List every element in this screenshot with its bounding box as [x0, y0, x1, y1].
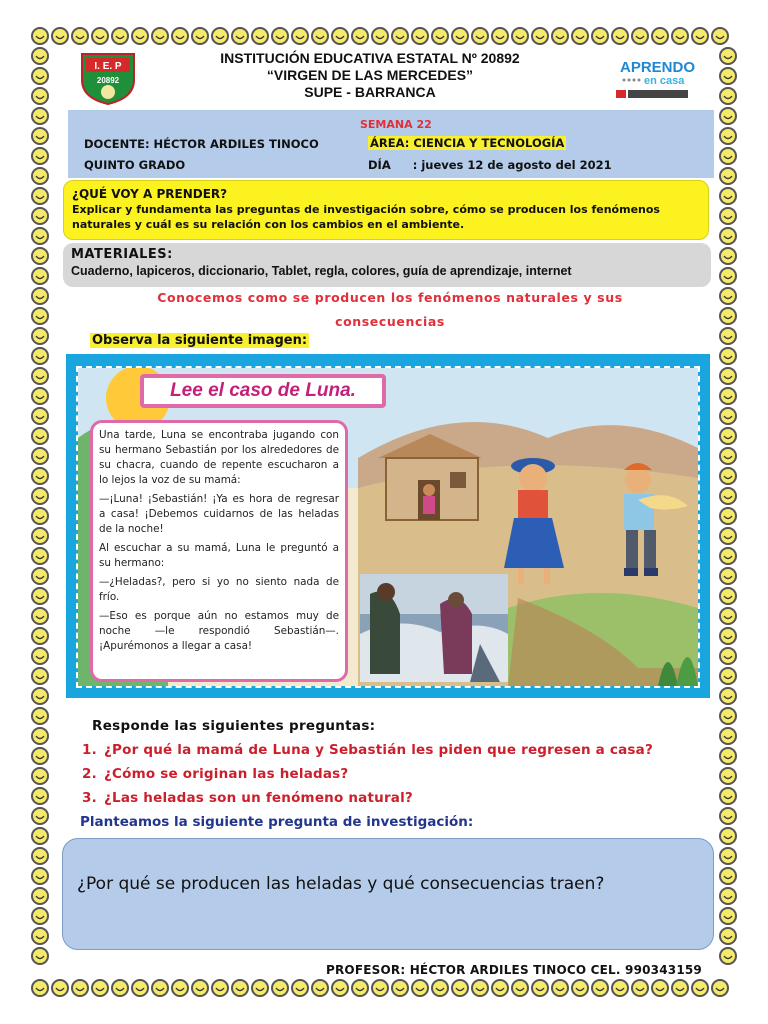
border-smiley-icon	[720, 868, 736, 884]
dia-label	[368, 158, 612, 172]
border-smiley-icon	[572, 980, 588, 996]
materials-text: Cuaderno, lapiceros, diccionario, Tablet, regla, colores, guía de aprendizaje, internet	[71, 264, 572, 278]
border-smiley-icon	[32, 768, 48, 784]
border-smiley-icon	[32, 348, 48, 364]
border-smiley-icon	[720, 108, 736, 124]
border-smiley-icon	[720, 408, 736, 424]
border-smiley-icon	[32, 868, 48, 884]
border-smiley-icon	[232, 980, 248, 996]
border-smiley-icon	[32, 288, 48, 304]
border-smiley-icon	[312, 980, 328, 996]
border-smiley-icon	[32, 128, 48, 144]
border-smiley-icon	[612, 980, 628, 996]
border-smiley-icon	[32, 928, 48, 944]
border-smiley-icon	[32, 828, 48, 844]
border-smiley-icon	[32, 48, 48, 64]
border-smiley-icon	[720, 908, 736, 924]
border-smiley-icon	[32, 980, 48, 996]
learning-goal-box	[63, 180, 709, 240]
border-smiley-icon	[720, 588, 736, 604]
question-item	[82, 738, 653, 762]
border-smiley-icon	[720, 468, 736, 484]
school-logo	[78, 50, 138, 106]
border-smiley-icon	[32, 708, 48, 724]
border-smiley-icon	[592, 980, 608, 996]
border-smiley-icon	[720, 228, 736, 244]
observe-instruction: Observa la siguiente imagen:	[92, 333, 308, 348]
border-smiley-icon	[392, 28, 408, 44]
border-smiley-icon	[292, 980, 308, 996]
border-smiley-icon	[252, 980, 268, 996]
border-smiley-icon	[272, 28, 288, 44]
institution-name: INSTITUCIÓN EDUCATIVA ESTATAL Nº 20892	[220, 50, 520, 66]
border-smiley-icon	[292, 28, 308, 44]
border-smiley-icon	[172, 28, 188, 44]
border-smiley-icon	[672, 28, 688, 44]
border-smiley-icon	[212, 28, 228, 44]
border-smiley-icon	[152, 28, 168, 44]
border-smiley-icon	[720, 828, 736, 844]
school-name: “VIRGEN DE LAS MERCEDES”	[266, 67, 474, 83]
section-subtitle: Conocemos como se producen los fenómenos naturales y sus consecuencias	[157, 290, 623, 329]
border-smiley-icon	[32, 108, 48, 124]
story-title: Lee el caso de Luna.	[140, 374, 386, 408]
border-smiley-icon	[32, 68, 48, 84]
dia-value: : jueves 12 de agosto del 2021	[412, 158, 612, 172]
border-smiley-icon	[272, 980, 288, 996]
question-text: ¿Por qué la mamá de Luna y Sebastián les piden que regresen a casa?	[104, 742, 653, 758]
border-smiley-icon	[720, 548, 736, 564]
border-smiley-icon	[32, 28, 48, 44]
border-smiley-icon	[692, 980, 708, 996]
materials-box	[63, 243, 711, 287]
border-smiley-icon	[432, 980, 448, 996]
border-smiley-icon	[720, 308, 736, 324]
logo-right-bottom: en casa	[644, 75, 685, 87]
border-smiley-icon	[32, 948, 48, 964]
border-smiley-icon	[720, 328, 736, 344]
border-smiley-icon	[720, 568, 736, 584]
logo-right-top: APRENDO	[620, 59, 696, 76]
border-smiley-icon	[232, 28, 248, 44]
border-smiley-icon	[252, 28, 268, 44]
border-smiley-icon	[412, 980, 428, 996]
border-smiley-icon	[32, 88, 48, 104]
border-smiley-icon	[720, 688, 736, 704]
border-smiley-icon	[132, 28, 148, 44]
story-illustration	[66, 354, 710, 698]
border-smiley-icon	[32, 168, 48, 184]
border-smiley-icon	[652, 28, 668, 44]
border-smiley-icon	[720, 48, 736, 64]
grado-label: QUINTO GRADO	[84, 158, 186, 172]
border-smiley-icon	[472, 28, 488, 44]
border-smiley-icon	[352, 980, 368, 996]
border-smiley-icon	[720, 448, 736, 464]
border-smiley-icon	[492, 28, 508, 44]
border-smiley-icon	[720, 608, 736, 624]
border-smiley-icon	[52, 980, 68, 996]
border-smiley-icon	[720, 168, 736, 184]
border-smiley-icon	[32, 188, 48, 204]
border-smiley-icon	[720, 528, 736, 544]
border-smiley-icon	[172, 980, 188, 996]
border-smiley-icon	[720, 488, 736, 504]
border-smiley-icon	[32, 448, 48, 464]
border-smiley-icon	[32, 488, 48, 504]
story-paragraph: Una tarde, Luna se encontraba jugando con su hermano Sebastián por los alrededores de su chacra, cuando de repente escucharon a lo lejos la voz de su mamá:	[99, 429, 339, 486]
border-smiley-icon	[472, 980, 488, 996]
border-smiley-icon	[720, 208, 736, 224]
border-smiley-icon	[192, 28, 208, 44]
border-smiley-icon	[332, 28, 348, 44]
aprendo-en-casa-logo	[594, 50, 710, 104]
border-smiley-icon	[720, 428, 736, 444]
border-smiley-icon	[432, 28, 448, 44]
border-smiley-icon	[632, 980, 648, 996]
border-smiley-icon	[612, 28, 628, 44]
border-smiley-icon	[52, 28, 68, 44]
border-smiley-icon	[592, 28, 608, 44]
border-smiley-icon	[32, 628, 48, 644]
border-smiley-icon	[692, 28, 708, 44]
dia-key: DÍA	[368, 158, 391, 172]
story-paragraph: —¿Heladas?, pero si yo no siento nada de frío.	[99, 576, 339, 603]
border-smiley-icon	[720, 808, 736, 824]
border-smiley-icon	[32, 748, 48, 764]
border-smiley-icon	[552, 28, 568, 44]
border-smiley-icon	[532, 980, 548, 996]
border-smiley-icon	[720, 888, 736, 904]
story-paragraph: —¡Luna! ¡Sebastián! ¡Ya es hora de regresar a casa! ¡Debemos cuidarnos de las heladas de la noche!	[99, 493, 339, 535]
border-smiley-icon	[372, 28, 388, 44]
border-smiley-icon	[720, 728, 736, 744]
frost-photo	[360, 574, 508, 682]
border-smiley-icon	[452, 28, 468, 44]
border-smiley-icon	[72, 28, 88, 44]
border-smiley-icon	[32, 148, 48, 164]
border-smiley-icon	[32, 268, 48, 284]
border-smiley-icon	[32, 508, 48, 524]
border-smiley-icon	[32, 848, 48, 864]
border-smiley-icon	[32, 388, 48, 404]
border-smiley-icon	[720, 948, 736, 964]
docente-label: DOCENTE: HÉCTOR ARDILES TINOCO	[84, 137, 319, 151]
border-smiley-icon	[32, 548, 48, 564]
border-smiley-icon	[312, 28, 328, 44]
learning-goal-text: Explicar y fundamenta las preguntas de investigación sobre, cómo se producen los fenómenos naturales y cuál es su relación con los cambios en el ambiente.	[72, 203, 660, 231]
border-smiley-icon	[92, 28, 108, 44]
border-smiley-icon	[492, 980, 508, 996]
border-smiley-icon	[112, 980, 128, 996]
border-smiley-icon	[72, 980, 88, 996]
story-paragraph: —Eso es porque aún no estamos muy de noche —le respondió Sebastián—. ¡Apurémonos a llegar a casa!	[99, 610, 339, 652]
border-smiley-icon	[720, 768, 736, 784]
border-smiley-icon	[720, 188, 736, 204]
border-smiley-icon	[512, 980, 528, 996]
border-smiley-icon	[152, 980, 168, 996]
border-smiley-icon	[32, 888, 48, 904]
border-smiley-icon	[352, 28, 368, 44]
border-smiley-icon	[720, 508, 736, 524]
border-smiley-icon	[32, 308, 48, 324]
border-smiley-icon	[720, 628, 736, 644]
border-smiley-icon	[32, 528, 48, 544]
border-smiley-icon	[720, 788, 736, 804]
teacher-footer: PROFESOR: HÉCTOR ARDILES TINOCO CEL. 990343159	[326, 963, 702, 977]
border-smiley-icon	[32, 808, 48, 824]
learning-goal-title: ¿QUÉ VOY A PRENDER?	[72, 187, 228, 201]
border-smiley-icon	[32, 208, 48, 224]
border-smiley-icon	[32, 588, 48, 604]
border-smiley-icon	[332, 980, 348, 996]
svg-text:20892: 20892	[96, 76, 120, 85]
border-smiley-icon	[720, 268, 736, 284]
border-smiley-icon	[672, 980, 688, 996]
border-smiley-icon	[720, 848, 736, 864]
border-smiley-icon	[372, 980, 388, 996]
border-smiley-icon	[720, 248, 736, 264]
question-text: ¿Las heladas son un fenómeno natural?	[104, 790, 413, 806]
border-smiley-icon	[412, 28, 428, 44]
research-question-box: ¿Por qué se producen las heladas y qué consecuencias traen?	[62, 838, 714, 950]
border-smiley-icon	[720, 348, 736, 364]
story-text-box	[90, 420, 348, 682]
border-smiley-icon	[652, 980, 668, 996]
border-smiley-icon	[452, 980, 468, 996]
border-smiley-icon	[192, 980, 208, 996]
border-smiley-icon	[720, 708, 736, 724]
border-smiley-icon	[512, 28, 528, 44]
border-smiley-icon	[720, 748, 736, 764]
logo-left-text: I. E. P	[94, 61, 122, 72]
border-smiley-icon	[572, 28, 588, 44]
border-smiley-icon	[392, 980, 408, 996]
border-smiley-icon	[720, 928, 736, 944]
border-smiley-icon	[32, 788, 48, 804]
border-smiley-icon	[92, 980, 108, 996]
border-smiley-icon	[32, 648, 48, 664]
border-smiley-icon	[720, 288, 736, 304]
border-smiley-icon	[720, 648, 736, 664]
question-text: ¿Cómo se originan las heladas?	[104, 766, 349, 782]
question-list	[82, 738, 653, 810]
border-smiley-icon	[32, 608, 48, 624]
question-item	[82, 762, 653, 786]
border-smiley-icon	[132, 980, 148, 996]
border-smiley-icon	[32, 568, 48, 584]
border-smiley-icon	[720, 668, 736, 684]
story-paragraph: Al escuchar a su mamá, Luna le preguntó a su hermano:	[99, 542, 339, 569]
border-smiley-icon	[720, 128, 736, 144]
border-smiley-icon	[112, 28, 128, 44]
border-smiley-icon	[712, 980, 728, 996]
question-item	[82, 786, 653, 810]
border-smiley-icon	[32, 908, 48, 924]
story-frame	[76, 366, 700, 688]
institution-header	[160, 50, 580, 101]
question-number: 3.	[82, 790, 97, 806]
school-location: SUPE - BARRANCA	[304, 84, 436, 100]
border-smiley-icon	[32, 228, 48, 244]
border-smiley-icon	[632, 28, 648, 44]
border-smiley-icon	[720, 388, 736, 404]
border-smiley-icon	[32, 248, 48, 264]
border-smiley-icon	[720, 88, 736, 104]
border-smiley-icon	[32, 328, 48, 344]
semana-label: SEMANA 22	[360, 118, 432, 131]
area-label: ÁREA: CIENCIA Y TECNOLOGÍA	[370, 136, 565, 150]
border-smiley-icon	[532, 28, 548, 44]
border-smiley-icon	[212, 980, 228, 996]
research-question-heading: Planteamos la siguiente pregunta de investigación:	[80, 814, 474, 830]
border-smiley-icon	[720, 148, 736, 164]
border-smiley-icon	[32, 688, 48, 704]
border-smiley-icon	[720, 368, 736, 384]
border-smiley-icon	[32, 428, 48, 444]
border-smiley-icon	[32, 368, 48, 384]
question-number: 2.	[82, 766, 97, 782]
materials-title: MATERIALES:	[71, 247, 173, 262]
border-smiley-icon	[32, 468, 48, 484]
border-smiley-icon	[712, 28, 728, 44]
border-smiley-icon	[552, 980, 568, 996]
question-number: 1.	[82, 742, 97, 758]
questions-heading: Responde las siguientes preguntas:	[92, 718, 376, 734]
border-smiley-icon	[720, 68, 736, 84]
border-smiley-icon	[32, 408, 48, 424]
border-smiley-icon	[32, 668, 48, 684]
border-smiley-icon	[32, 728, 48, 744]
